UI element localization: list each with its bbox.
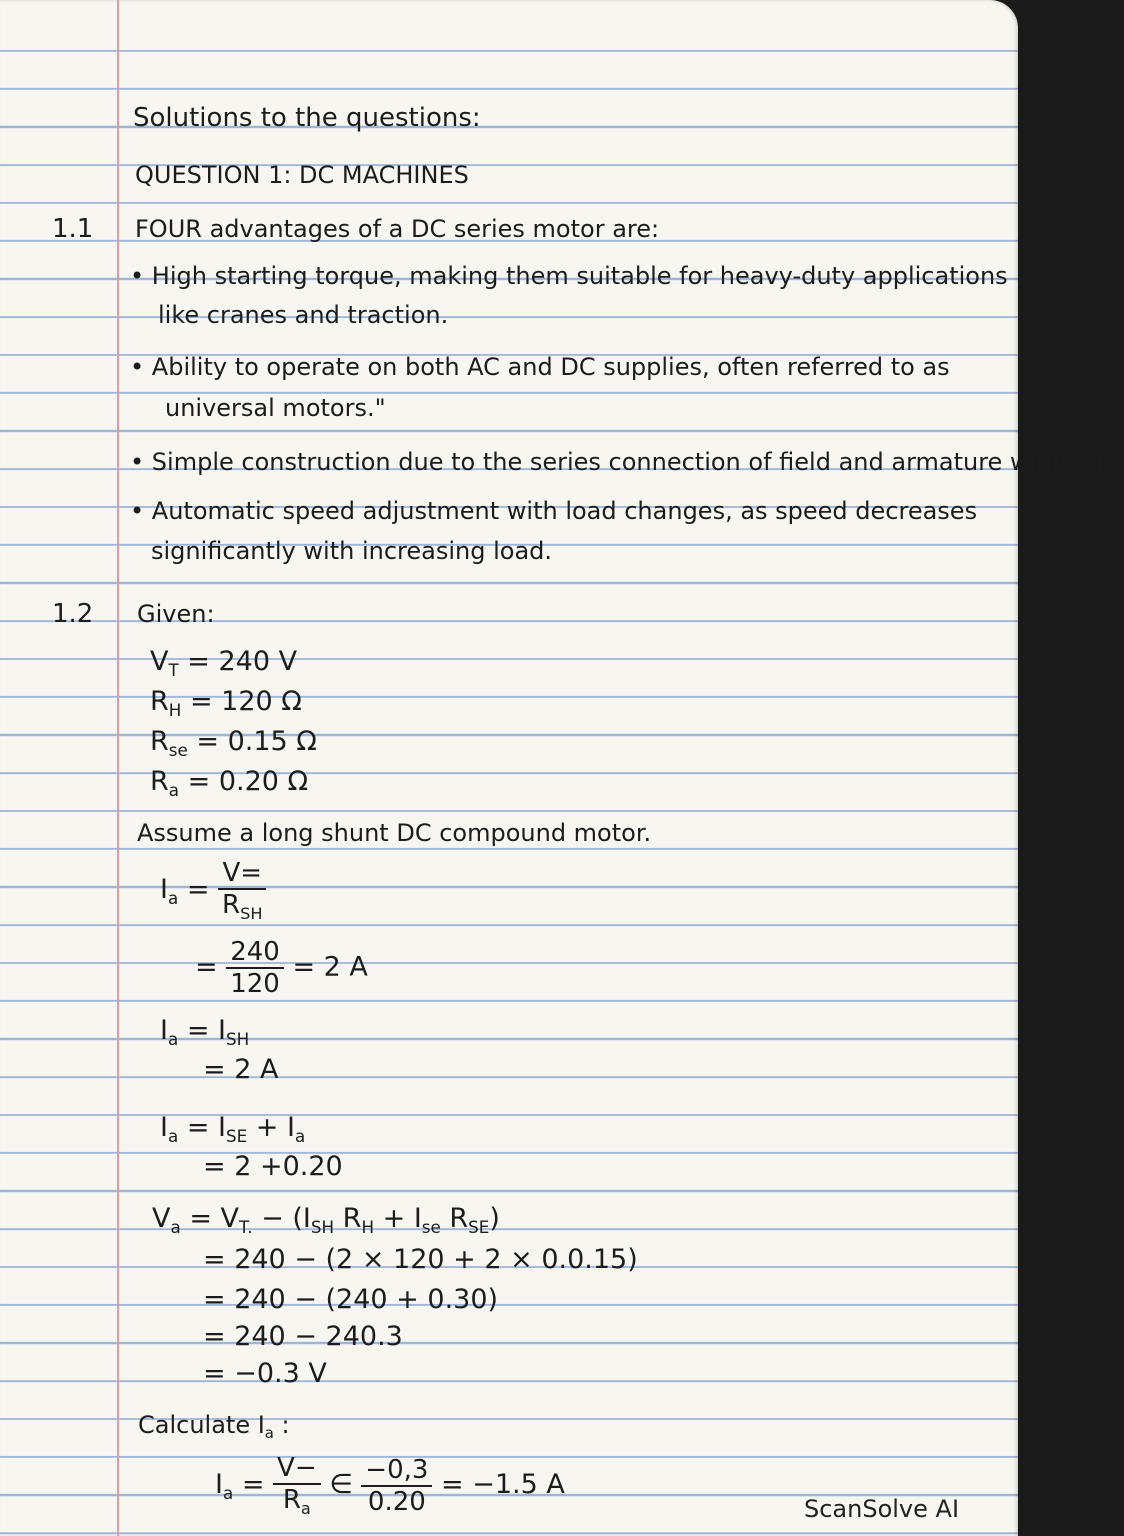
q1-1-intro: FOUR advantages of a DC series motor are: xyxy=(135,215,660,243)
question-number-1-1: 1.1 xyxy=(52,214,94,244)
bullet-3-line1: Simple construction due to the series connection of field and armature windings. xyxy=(151,448,1124,476)
bullet-4-line1: Automatic speed adjustment with load changes, as speed decreases xyxy=(151,497,978,525)
bullet-2: • Ability to operate on both AC and DC supplies, often referred to as xyxy=(130,353,950,381)
bullet-1: • High starting torque, making them suitable for heavy-duty applications xyxy=(130,262,1008,290)
equation-ia-ish-result: = 2 A xyxy=(203,1054,279,1085)
margin-line xyxy=(117,0,119,1536)
equation-ia-sum: $I_a = I_{SE} + I_a$ xyxy=(160,1112,306,1146)
bullet-2-line1: Ability to operate on both AC and DC supplies, often referred to as xyxy=(151,353,950,381)
bullet-2-line2: universal motors." xyxy=(165,394,386,422)
equation-va-step-2: = 240 − (240 + 0.30) xyxy=(203,1284,499,1315)
given-vt: $V_T = 240$ V xyxy=(150,646,298,680)
bullet-4-line2: significantly with increasing load. xyxy=(151,537,553,565)
page-title: Solutions to the questions: xyxy=(133,103,481,133)
equation-ia-sum-result: = 2 +0.20 xyxy=(203,1151,343,1182)
given-rh: $R_H = 120$ Ω xyxy=(150,686,302,720)
bullet-4: • Automatic speed adjustment with load changes, as speed decreases xyxy=(130,497,978,525)
equation-va-step-1: = 240 − (2 × 120 + 2 × 0.0.15) xyxy=(203,1244,638,1275)
equation-va-result: = −0.3 V xyxy=(203,1358,327,1389)
bullet-1-line1: High starting torque, making them suitable for heavy-duty applications xyxy=(151,262,1008,290)
watermark-text: ScanSolve AI xyxy=(804,1495,960,1523)
given-ra: $R_a = 0.20$ Ω xyxy=(150,766,309,800)
given-label: Given: xyxy=(137,600,215,628)
given-rse: $R_{se} = 0.15$ Ω xyxy=(150,726,317,760)
equation-ia-ish: $I_a = I_{SH}$ xyxy=(160,1015,250,1049)
bullet-1-line2: like cranes and traction. xyxy=(158,301,449,329)
question-number-1-2: 1.2 xyxy=(52,599,94,629)
equation-240-over-120: = $\frac{240}{120}$ = 2 A xyxy=(195,937,368,999)
equation-va: $V_a = V_{T.} - (I_{SH}$ $R_H + I_{se}$ $R_{SE}$) xyxy=(152,1203,500,1237)
calculate-label: Calculate $I_a$ : xyxy=(138,1411,290,1443)
bullet-3: • Simple construction due to the series connection of field and armature windings. xyxy=(130,448,1124,476)
final-equation: $I_a$ = $\frac{V-}{R_a}$ ∈ $\frac{-0,3}{0.20}$ = −1.5 A xyxy=(215,1453,565,1518)
question-heading: QUESTION 1: DC MACHINES xyxy=(135,161,469,189)
equation-ia-shunt: $I_a$ = $\frac{V=}{R_{SH}}$ xyxy=(160,858,266,923)
assumption-text: Assume a long shunt DC compound motor. xyxy=(137,819,652,847)
equation-va-step-3: = 240 − 240.3 xyxy=(203,1321,403,1352)
